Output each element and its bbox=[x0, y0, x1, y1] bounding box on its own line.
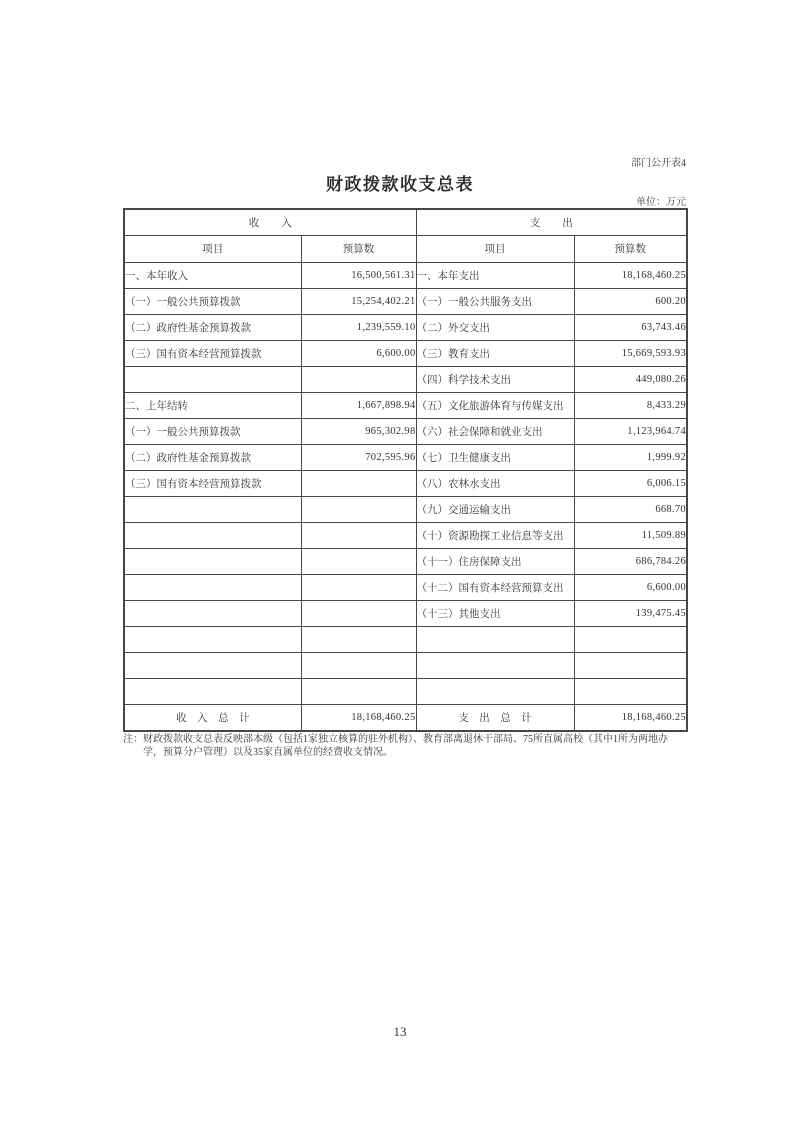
income-section-label: 收入 bbox=[248, 217, 314, 229]
income-item-value: 6,600.00 bbox=[301, 340, 416, 366]
doc-label: 部门公开表4 bbox=[631, 158, 686, 169]
income-item-value bbox=[301, 470, 416, 496]
note-prefix: 注： bbox=[123, 734, 143, 745]
income-item-label bbox=[124, 496, 301, 522]
table-row bbox=[124, 314, 687, 340]
expense-item-label: （十三）其他支出 bbox=[416, 600, 574, 626]
income-item-value bbox=[301, 574, 416, 600]
table-row bbox=[124, 392, 687, 418]
income-item-value bbox=[301, 522, 416, 548]
expense-item-value: 18,168,460.25 bbox=[574, 262, 687, 288]
budget-table bbox=[123, 208, 688, 732]
expense-item-value: 668.70 bbox=[574, 496, 687, 522]
expense-item-value: 1,123,964.74 bbox=[574, 418, 687, 444]
table-row bbox=[124, 444, 687, 470]
income-item-label bbox=[124, 522, 301, 548]
income-item-label bbox=[124, 626, 301, 652]
income-item-label: 二、上年结转 bbox=[124, 392, 301, 418]
expense-item-label: （五）文化旅游体育与传媒支出 bbox=[416, 392, 574, 418]
budget-table-body bbox=[124, 262, 687, 704]
income-item-value bbox=[301, 678, 416, 704]
income-item-value: 1,239,559.10 bbox=[301, 314, 416, 340]
section-header-row bbox=[124, 209, 687, 235]
income-budget-column-header: 预算数 bbox=[301, 235, 416, 262]
income-item-value bbox=[301, 366, 416, 392]
table-row bbox=[124, 288, 687, 314]
income-item-label: （三）国有资本经营预算拨款 bbox=[124, 340, 301, 366]
expense-item-label: （十二）国有资本经营预算支出 bbox=[416, 574, 574, 600]
expense-item-value: 6,600.00 bbox=[574, 574, 687, 600]
income-item-value: 965,302.98 bbox=[301, 418, 416, 444]
income-item-value bbox=[301, 652, 416, 678]
income-item-label bbox=[124, 366, 301, 392]
income-item-label: （一）一般公共预算拨款 bbox=[124, 418, 301, 444]
table-row bbox=[124, 496, 687, 522]
income-item-value: 15,254,402.21 bbox=[301, 288, 416, 314]
expense-item-label: （四）科学技术支出 bbox=[416, 366, 574, 392]
table-row bbox=[124, 678, 687, 704]
expense-budget-column-header: 预算数 bbox=[574, 235, 687, 262]
expense-item-value: 1,999.92 bbox=[574, 444, 687, 470]
income-item-value bbox=[301, 600, 416, 626]
expense-item-label: （七）卫生健康支出 bbox=[416, 444, 574, 470]
expense-item-label: （六）社会保障和就业支出 bbox=[416, 418, 574, 444]
expense-item-label: （八）农林水支出 bbox=[416, 470, 574, 496]
income-item-label bbox=[124, 548, 301, 574]
table-row bbox=[124, 418, 687, 444]
expense-item-value: 8,433.29 bbox=[574, 392, 687, 418]
expense-item-column-header: 项目 bbox=[416, 235, 574, 262]
expense-item-label: （九）交通运输支出 bbox=[416, 496, 574, 522]
table-row bbox=[124, 340, 687, 366]
expense-item-label: （十一）住房保障支出 bbox=[416, 548, 574, 574]
expense-item-value bbox=[574, 678, 687, 704]
table-note bbox=[123, 734, 679, 759]
table-row bbox=[124, 366, 687, 392]
income-item-value: 702,595.96 bbox=[301, 444, 416, 470]
income-item-label: （一）一般公共预算拨款 bbox=[124, 288, 301, 314]
income-item-label bbox=[124, 678, 301, 704]
income-item-column-header: 项目 bbox=[124, 235, 301, 262]
expense-item-value: 449,080.26 bbox=[574, 366, 687, 392]
expense-item-value: 686,784.26 bbox=[574, 548, 687, 574]
expense-item-value: 15,669,593.93 bbox=[574, 340, 687, 366]
income-item-value bbox=[301, 496, 416, 522]
expense-item-value: 6,006.15 bbox=[574, 470, 687, 496]
income-item-label bbox=[124, 574, 301, 600]
income-item-label: （二）政府性基金预算拨款 bbox=[124, 444, 301, 470]
total-row bbox=[124, 704, 687, 731]
expense-item-label: 一、本年支出 bbox=[416, 262, 574, 288]
expense-item-label: （二）外交支出 bbox=[416, 314, 574, 340]
page-title: 财政拨款收支总表 bbox=[326, 175, 474, 194]
expense-item-label bbox=[416, 652, 574, 678]
expense-item-value bbox=[574, 652, 687, 678]
table-row bbox=[124, 600, 687, 626]
income-total-value: 18,168,460.25 bbox=[301, 704, 416, 731]
income-section-header bbox=[124, 209, 416, 235]
income-item-label: 一、本年收入 bbox=[124, 262, 301, 288]
expense-section-label: 支出 bbox=[529, 217, 595, 229]
income-item-value bbox=[301, 548, 416, 574]
expense-item-label: （一）一般公共服务支出 bbox=[416, 288, 574, 314]
income-total-label: 收入总计 bbox=[124, 704, 301, 731]
table-row bbox=[124, 262, 687, 288]
income-item-label bbox=[124, 600, 301, 626]
table-row bbox=[124, 626, 687, 652]
expense-item-value: 63,743.46 bbox=[574, 314, 687, 340]
table-row bbox=[124, 548, 687, 574]
income-item-label: （二）政府性基金预算拨款 bbox=[124, 314, 301, 340]
expense-item-label: （三）教育支出 bbox=[416, 340, 574, 366]
note-text: 财政拨款收支总表反映部本级（包括1家独立核算的驻外机构）、教育部离退休干部局、75所直属高校（其中1所为两地办学，预算分户管理）以及35家直属单位的经费收支情况。 bbox=[143, 734, 668, 758]
income-item-label bbox=[124, 652, 301, 678]
expense-item-label bbox=[416, 678, 574, 704]
expense-item-value: 11,509.89 bbox=[574, 522, 687, 548]
expense-total-value: 18,168,460.25 bbox=[574, 704, 687, 731]
income-item-label: （三）国有资本经营预算拨款 bbox=[124, 470, 301, 496]
table-row bbox=[124, 652, 687, 678]
column-header-row bbox=[124, 235, 687, 262]
page-number: 13 bbox=[393, 1024, 407, 1039]
table-row bbox=[124, 574, 687, 600]
expense-total-label: 支出总计 bbox=[416, 704, 574, 731]
income-item-value: 1,667,898.94 bbox=[301, 392, 416, 418]
expense-section-header bbox=[416, 209, 687, 235]
income-item-value: 16,500,561.31 bbox=[301, 262, 416, 288]
expense-item-label: （十）资源勘探工业信息等支出 bbox=[416, 522, 574, 548]
expense-item-label bbox=[416, 626, 574, 652]
expense-item-value: 600.20 bbox=[574, 288, 687, 314]
income-item-value bbox=[301, 626, 416, 652]
expense-item-value: 139,475.45 bbox=[574, 600, 687, 626]
table-row bbox=[124, 470, 687, 496]
table-row bbox=[124, 522, 687, 548]
expense-item-value bbox=[574, 626, 687, 652]
unit-label: 单位：万元 bbox=[636, 197, 686, 208]
